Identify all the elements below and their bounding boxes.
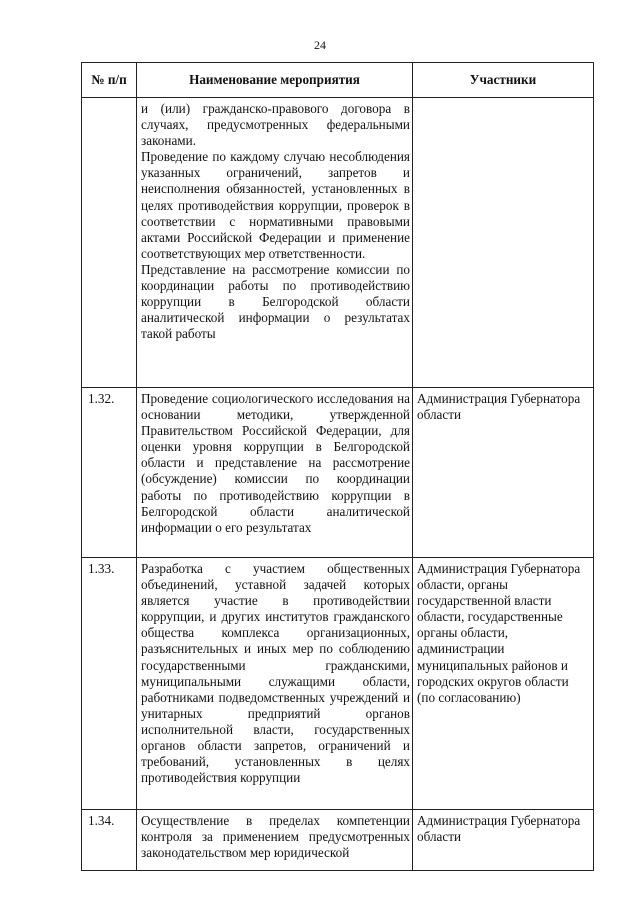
table-row xyxy=(82,558,594,810)
row-action xyxy=(137,810,413,871)
action-paragraph: Проведение по каждому случаю несоблюдения указанных ограничений, запретов и неисполнения обязанностей, установленных в целях противодействия коррупции, проверок в соответствии с нормативными правовыми актами Российской Федерации и применение соответствующих мер ответственности. xyxy=(141,149,410,261)
row-participants: Администрация Губернатора области xyxy=(413,388,594,558)
row-number xyxy=(82,98,137,388)
header-participants: Участники xyxy=(413,63,594,98)
table-row xyxy=(82,810,594,871)
row-number: 1.32. xyxy=(82,388,137,558)
row-action xyxy=(137,98,413,388)
header-action: Наименование мероприятия xyxy=(137,63,413,98)
row-participants: Администрация Губернатора области, органы государственной власти области, государственные органы области, администрации муниципальных районов и городских округов области (по согласованию) xyxy=(413,558,594,810)
action-text: Разработка с участием общественных объединений, уставной задачей которых является участие в противодействии коррупции, и других институтов гражданского общества комплекса организационных, разъяснительных и иных мер по соблюдению государственными гражданскими, муниципальными служащими области, работниками подведомственных учреждений и унитарных предприятий органов исполнительной власти, государственных органов области запретов, ограничений и требований, установленных в целях противодействия коррупции xyxy=(141,561,410,786)
row-number: 1.33. xyxy=(82,558,137,810)
table-row xyxy=(82,388,594,558)
row-action xyxy=(137,388,413,558)
action-paragraph: и (или) гражданско-правового договора в случаях, предусмотренных федеральными законами. xyxy=(141,101,410,149)
row-number: 1.34. xyxy=(82,810,137,871)
row-action xyxy=(137,558,413,810)
table-header-row xyxy=(82,63,594,98)
measures-table xyxy=(81,62,594,871)
action-text: Осуществление в пределах компетенции контроля за применением предусмотренных законодательством мер юридической xyxy=(141,813,410,861)
action-paragraph: Представление на рассмотрение комиссии по координации работы по противодействию коррупции в Белгородской области аналитической информации о результатах такой работы xyxy=(141,261,410,342)
action-text: Проведение социологического исследования на основании методики, утвержденной Правительством Российской Федерации, для оценки уровня коррупции в Белгородской области и представление на рассмотрение (обсуждение) комиссии по координации работы по противодействию коррупции в Белгородской области аналитической информации о его результатах xyxy=(141,391,410,535)
row-participants xyxy=(413,98,594,388)
page-number: 24 xyxy=(314,38,326,52)
header-number: № п/п xyxy=(82,63,137,98)
row-participants: Администрация Губернатора области xyxy=(413,810,594,871)
table-row-continued xyxy=(82,98,594,388)
